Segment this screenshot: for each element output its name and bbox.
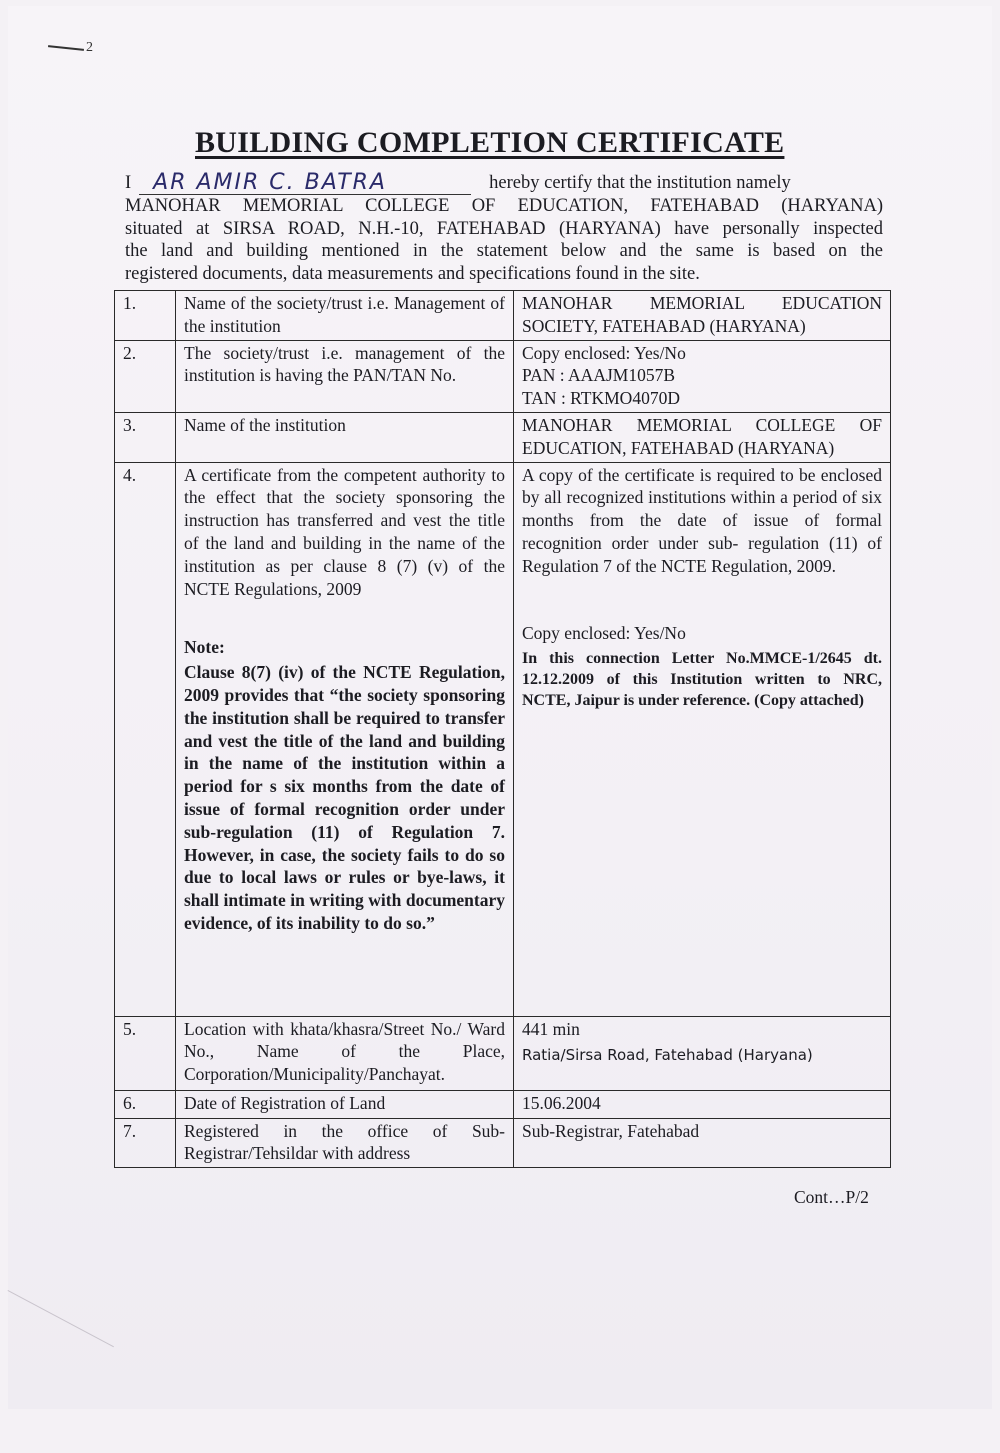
page-number-mark: 2: [48, 40, 93, 56]
tan-number: TAN : RTKMO4070D: [522, 388, 680, 409]
note-label: Note:: [184, 637, 225, 658]
row-value: MANOHAR MEMORIAL COLLEGE OF EDUCATION, FATEHABAD (HARYANA): [514, 412, 891, 462]
certificate-table: [114, 290, 891, 1168]
row-value: [514, 1016, 891, 1090]
handwritten-name: AR AMIR C. BATRA: [139, 172, 471, 195]
row-description: Name of the institution: [176, 412, 514, 462]
note-text: Clause 8(7) (iv) of the NCTE Regulation, 2009 provides that “the society sponsoring the institution shall be required to transfer and vest the title of the land and building in the name of the institution within a period for s six months from the date of issue of formal recognition order under sub-regulation (11) of Regulation 7. However, in case, the society fails to do so due to local laws or rules or bye-laws, it shall intimate in writing with documentary evidence, of its inability to do so.”: [184, 662, 505, 933]
row-number: 4.: [115, 462, 176, 1016]
intro-line-1: hereby certify that the institution namely: [489, 173, 791, 194]
intro-line-5: registered documents, data measurements and specifications found in the site.: [125, 263, 700, 284]
table-row: [115, 1090, 891, 1118]
table-row: [115, 412, 891, 462]
row-value: 15.06.2004: [514, 1090, 891, 1118]
document-title: BUILDING COMPLETION CERTIFICATE: [195, 126, 785, 159]
row-value: MANOHAR MEMORIAL EDUCATION SOCIETY, FATEHABAD (HARYANA): [514, 291, 891, 341]
row-value: [514, 462, 891, 1016]
row-number: 3.: [115, 412, 176, 462]
certificate-value-text: A copy of the certificate is required to be enclosed by all recognized institutions within a period of six months from the date of issue of formal recognition order under sub- regulation (11) of Regulation 7 of the NCTE Regulation, 2009.: [522, 464, 882, 576]
intro-line-3: situated at SIRSA ROAD, N.H.-10, FATEHABAD (HARYANA) have personally inspected: [125, 218, 883, 239]
row-number: 5.: [115, 1016, 176, 1090]
certificate-requirement-text: A certificate from the competent authority to the effect that the society sponsoring the instruction has transferred and vest the title of the land and building in the name of the institution as per clause 8 (7) (v) of the NCTE Regulations, 2009: [184, 464, 505, 599]
intro-paragraph: [125, 172, 883, 285]
copy-enclosed-text: Copy enclosed: Yes/No: [522, 622, 686, 643]
row-description: The society/trust i.e. management of the institution is having the PAN/TAN No.: [176, 340, 514, 412]
table-row: [115, 462, 891, 1016]
table-row: [115, 1016, 891, 1090]
row-description: [176, 462, 514, 1016]
row-number: 6.: [115, 1090, 176, 1118]
row-number: 7.: [115, 1118, 176, 1168]
intro-pronoun: I: [125, 173, 132, 194]
table-row: [115, 1118, 891, 1168]
intro-line-2: MANOHAR MEMORIAL COLLEGE OF EDUCATION, FATEHABAD (HARYANA): [125, 196, 883, 216]
copy-enclosed-text: Copy enclosed: Yes/No: [522, 342, 686, 363]
row-description: Name of the society/trust i.e. Management of the institution: [176, 291, 514, 341]
row-value: [514, 340, 891, 412]
table-row: [115, 340, 891, 412]
connection-letter-text: In this connection Letter No.MMCE-1/2645 dt. 12.12.2009 of this Institution written to NRC, NCTE, Jaipur is under reference. (Copy attached): [522, 650, 882, 710]
row-description: Registered in the office of Sub-Registrar/Tehsildar with address: [176, 1118, 514, 1168]
intro-line-4: the land and building mentioned in the statement below and the same is based on the: [125, 241, 883, 262]
row-description: Location with khata/khasra/Street No./ Ward No., Name of the Place, Corporation/Municipality/Panchayat.: [176, 1016, 514, 1090]
khasra-value: 441 min: [522, 1018, 580, 1039]
row-number: 1.: [115, 291, 176, 341]
row-description: Date of Registration of Land: [176, 1090, 514, 1118]
continuation-note: Cont…P/2: [794, 1187, 869, 1207]
row-number: 2.: [115, 340, 176, 412]
table-row: [115, 291, 891, 341]
row-value: Sub-Registrar, Fatehabad: [514, 1118, 891, 1168]
pan-number: PAN : AAAJM1057B: [522, 365, 676, 386]
location-value: Ratia/Sirsa Road, Fatehabad (Haryana): [522, 1046, 813, 1065]
